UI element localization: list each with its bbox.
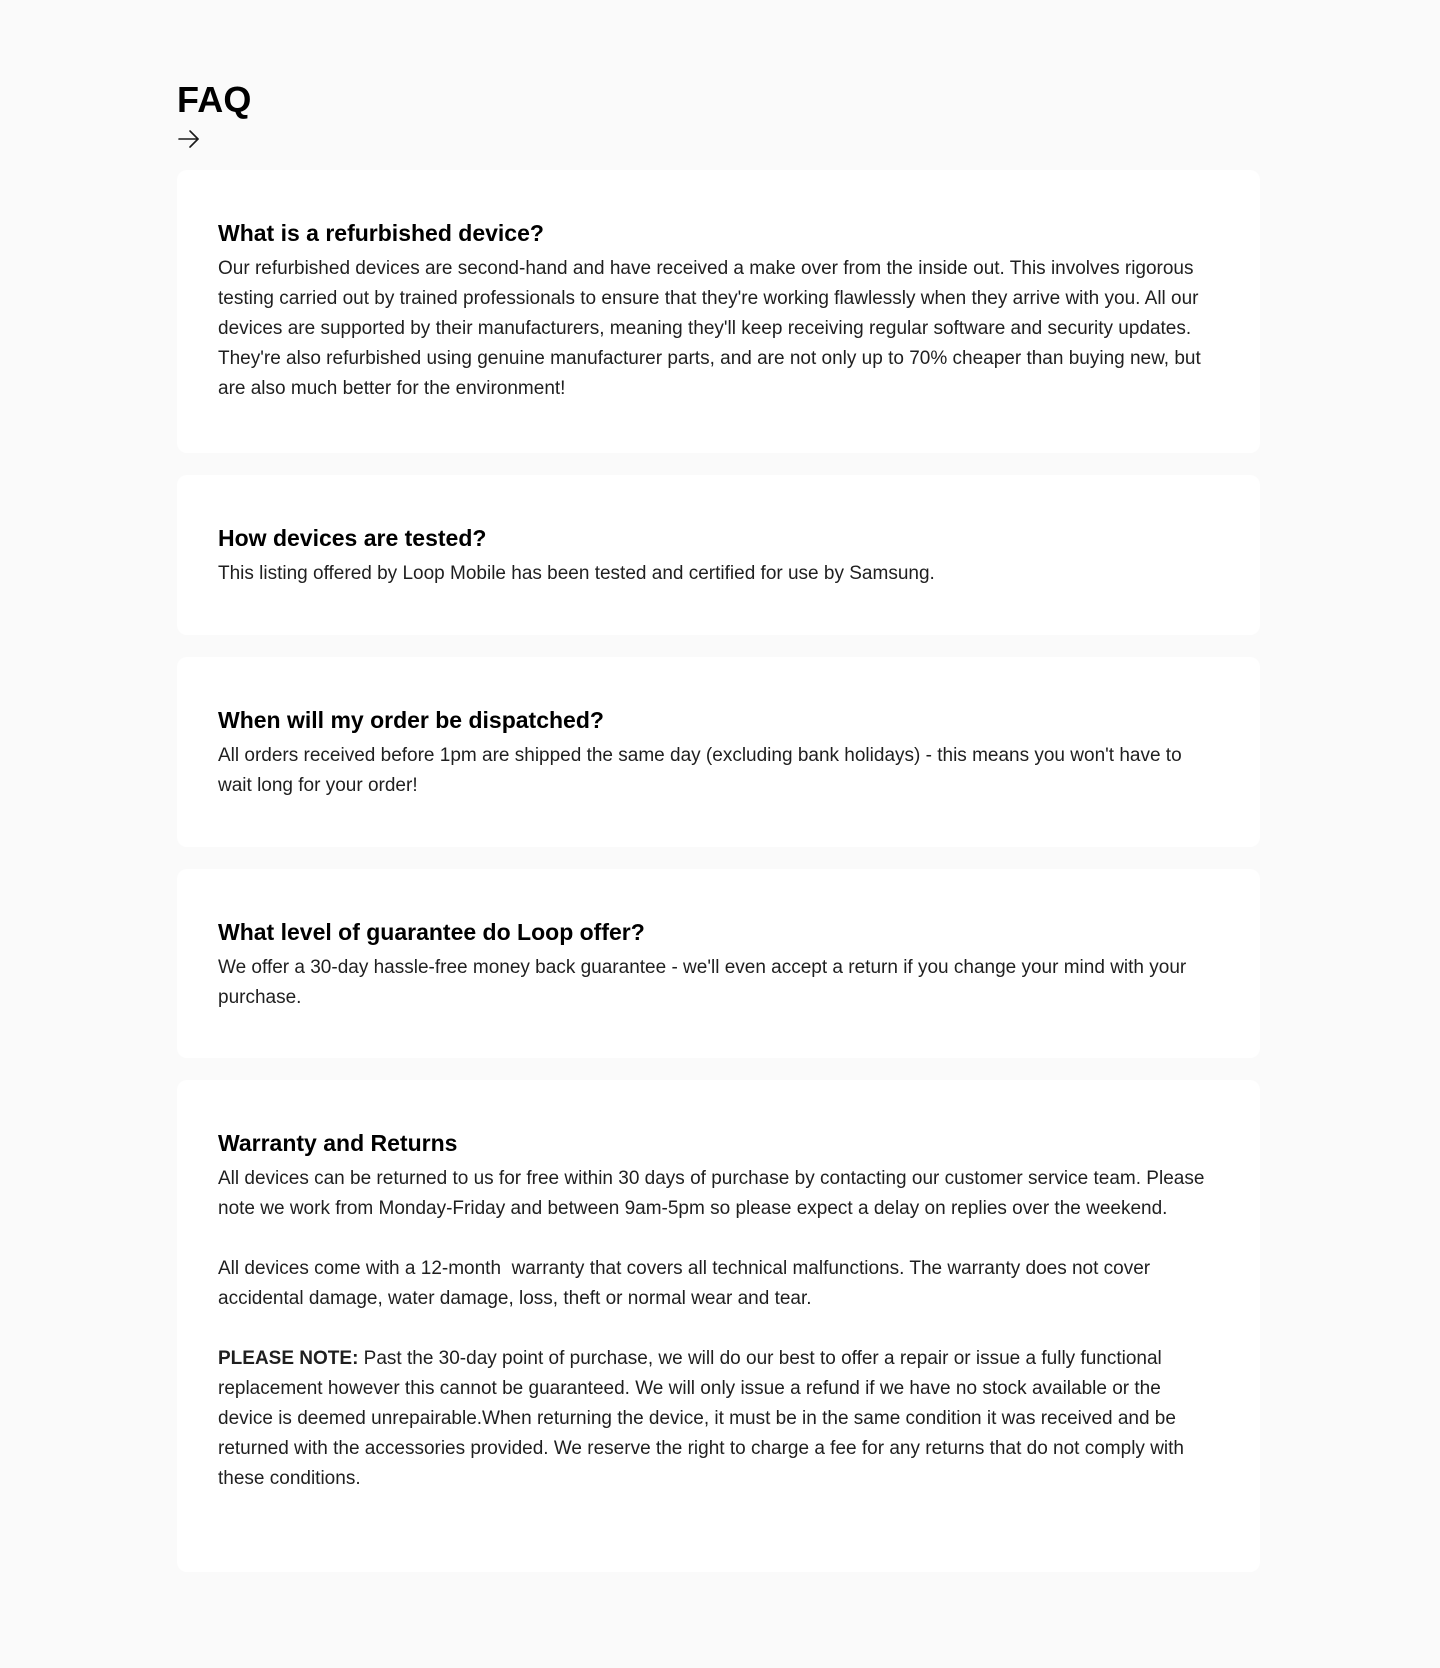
faq-answer-paragraph: This listing offered by Loop Mobile has been tested and certified for use by Samsung. bbox=[218, 563, 935, 584]
faq-card-guarantee bbox=[177, 869, 1260, 1058]
faq-answer bbox=[218, 741, 1219, 801]
page-title: FAQ bbox=[177, 79, 252, 120]
faq-card-warranty-returns bbox=[177, 1080, 1260, 1572]
faq-answer-paragraph: All orders received before 1pm are shipped the same day (excluding bank holidays) - this means you won't have to wait long for your order! bbox=[218, 745, 1182, 796]
faq-answer bbox=[218, 559, 1219, 589]
faq-list bbox=[177, 170, 1260, 1594]
faq-card-testing bbox=[177, 475, 1260, 635]
faq-answer-paragraph: We offer a 30-day hassle-free money back guarantee - we'll even accept a return if you change your mind with your purchase. bbox=[218, 957, 1187, 1008]
please-note-label: PLEASE NOTE: bbox=[218, 1348, 359, 1369]
please-note-paragraph bbox=[218, 1344, 1219, 1494]
faq-card-dispatch bbox=[177, 657, 1260, 847]
faq-question: When will my order be dispatched? bbox=[218, 707, 604, 733]
faq-answer bbox=[218, 254, 1219, 404]
faq-question: What is a refurbished device? bbox=[218, 220, 544, 246]
faq-answer bbox=[218, 953, 1219, 1013]
faq-answer bbox=[218, 1164, 1219, 1494]
faq-answer-paragraph: All devices come with a 12-month warranty that covers all technical malfunctions. The warranty does not cover accidental damage, water damage, loss, theft or normal wear and tear. bbox=[218, 1258, 1156, 1309]
faq-question: What level of guarantee do Loop offer? bbox=[218, 919, 645, 945]
faq-header bbox=[177, 78, 252, 150]
faq-answer-paragraph: Our refurbished devices are second-hand and have received a make over from the inside out. This involves rigorous testing carried out by trained professionals to ensure that they're working flawlessly when they arrive with you. All our devices are supported by their manufacturers, meaning they'll keep receiving regular software and security updates. They're also refurbished using genuine manufacturer parts, and are not only up to 70% cheaper than buying new, but are also much better for the environment! bbox=[218, 258, 1201, 399]
faq-answer-paragraph: All devices can be returned to us for free within 30 days of purchase by contacting our customer service team. Please note we work from Monday-Friday and between 9am-5pm so please expect a delay on replies over the weekend. bbox=[218, 1168, 1205, 1219]
please-note-text: Past the 30-day point of purchase, we will do our best to offer a repair or issue a fully functional replacement however this cannot be guaranteed. We will only issue a refund if we have no stock available or the device is deemed unrepairable.When returning the device, it must be in the same condition it was received and be returned with the accessories provided. We reserve the right to charge a fee for any returns that do not comply with these conditions. bbox=[218, 1348, 1184, 1489]
faq-question: How devices are tested? bbox=[218, 525, 487, 551]
faq-card-refurbished bbox=[177, 170, 1260, 453]
arrow-right-icon[interactable] bbox=[177, 128, 201, 150]
faq-question: Warranty and Returns bbox=[218, 1130, 458, 1156]
